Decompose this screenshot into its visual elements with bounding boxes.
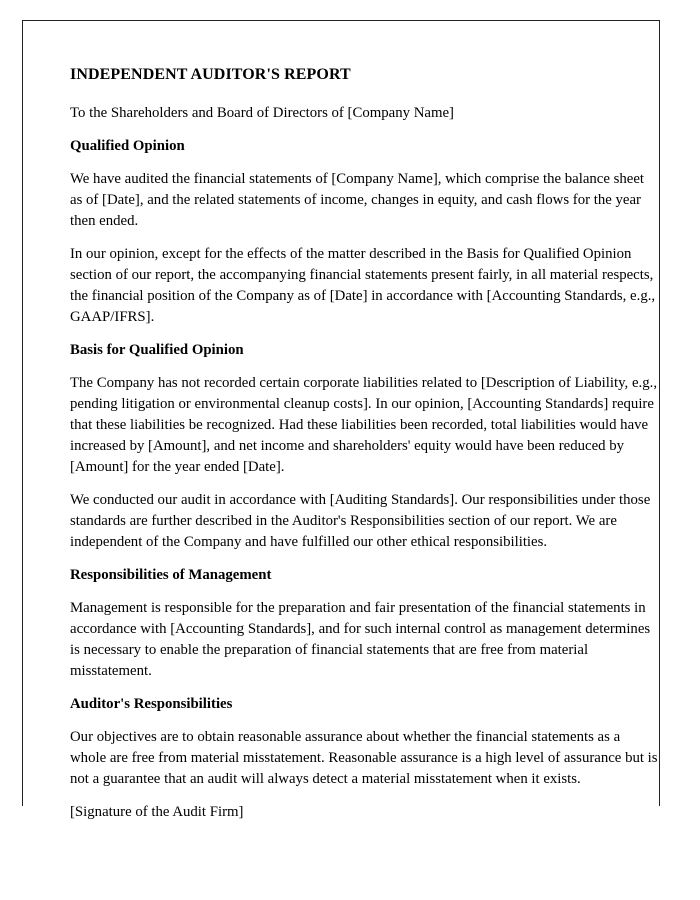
- section-heading-basis-for-qualified-opinion: Basis for Qualified Opinion: [70, 342, 244, 358]
- section-heading-responsibilities-of-management: Responsibilities of Management: [70, 567, 272, 583]
- section-heading-qualified-opinion: Qualified Opinion: [70, 138, 185, 154]
- addressee-line: To the Shareholders and Board of Directors of [Company Name]: [70, 105, 454, 121]
- paragraph-audited-statements: We have audited the financial statements of [Company Name], which comprise the balance sheet as of [Date], and the related statements of income, changes in equity, and cash flows for the year then ended.: [70, 171, 645, 229]
- document-page-frame: [22, 20, 660, 820]
- paragraph-auditor-objectives: Our objectives are to obtain reasonable assurance about whether the financial statements as a whole are free from material misstatement. Reasonable assurance is a high level of assurance but is not a guarantee that an audit will always detect a material misstatement when it exists.: [70, 729, 658, 787]
- paragraph-management-responsibilities: Management is responsible for the preparation and fair presentation of the financial statements in accordance with [Accounting Standards], and for such internal control as management determines is necessary to enable the preparation of financial statements that are free from material misstatement.: [70, 600, 651, 679]
- paragraph-unrecorded-liabilities: The Company has not recorded certain corporate liabilities related to [Description of Liability, e.g., pending litigation or environmental cleanup costs]. In our opinion, [Accounting Standards] require that these liabilities be recognized. Had these liabilities been recorded, total liabilities would have increased by [Amount], and net income and shareholders' equity would have been reduced by [Amount] for the year ended [Date].: [70, 375, 658, 475]
- page-title: INDEPENDENT AUDITOR'S REPORT: [70, 66, 351, 83]
- section-heading-auditors-responsibilities: Auditor's Responsibilities: [70, 696, 233, 712]
- signature-placeholder: [Signature of the Audit Firm]: [70, 804, 244, 820]
- paragraph-opinion-statement: In our opinion, except for the effects of the matter described in the Basis for Qualified Opinion section of our report, the accompanying financial statements present fairly, in all material respects, the financial position of the Company as of [Date] in accordance with [Accounting Standards, e.g., GAAP/IFRS].: [70, 246, 656, 325]
- paragraph-audit-conduct: We conducted our audit in accordance with [Auditing Standards]. Our responsibilities under those standards are further described in the Auditor's Responsibilities section of our report. We are independent of the Company and have fulfilled our other ethical responsibilities.: [70, 492, 651, 550]
- document-body: [70, 65, 659, 823]
